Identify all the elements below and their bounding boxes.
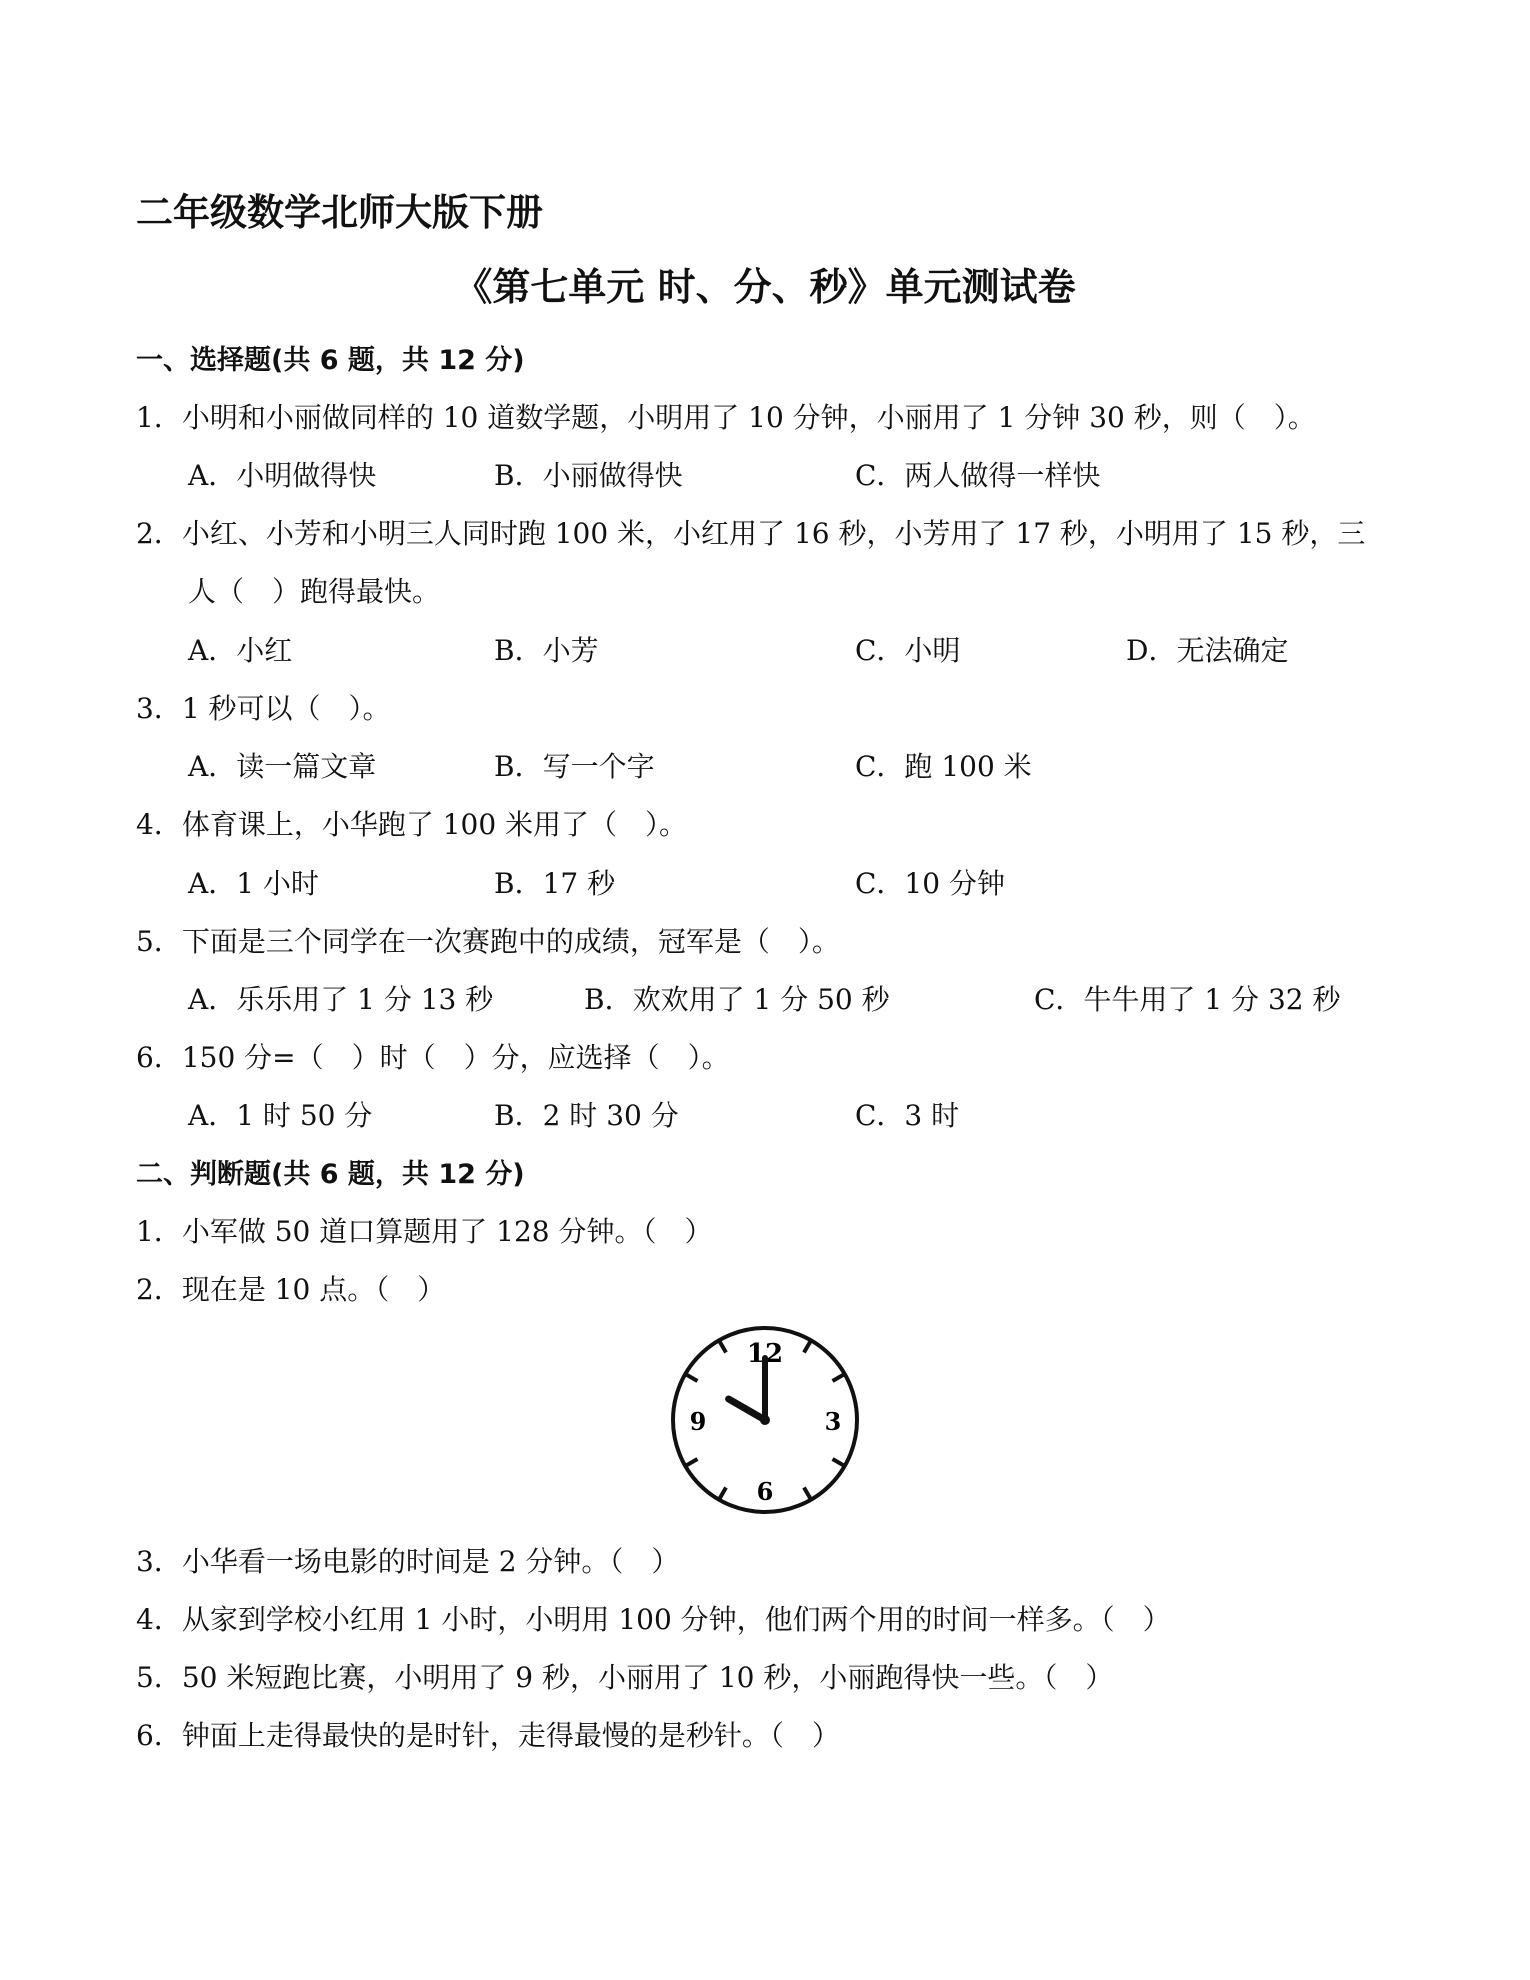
numeral-9: 9 <box>689 1407 707 1436</box>
question-1-2-cont: 人（ ）跑得最快。 <box>188 575 441 608</box>
judge-question-5: 5．50 米短跑比赛，小明用了 9 秒，小丽用了 10 秒，小丽跑得快一些。（ ） <box>136 1661 1114 1694</box>
judge-question-1: 1．小军做 50 道口算题用了 128 分钟。（ ） <box>136 1215 713 1248</box>
clock-tick <box>685 1459 697 1466</box>
numeral-6: 6 <box>756 1477 774 1506</box>
option-1-2-c: C．小明 <box>855 634 961 667</box>
option-1-6-b: B．2 时 30 分 <box>494 1099 679 1132</box>
option-1-5-b: B．欢欢用了 1 分 50 秒 <box>584 983 890 1016</box>
clock-center <box>760 1415 770 1425</box>
hour-hand <box>729 1399 765 1420</box>
judge-question-2: 2．现在是 10 点。（ ） <box>136 1273 446 1306</box>
judge-question-6: 6．钟面上走得最快的是时针，走得最慢的是秒针。（ ） <box>136 1719 840 1752</box>
question-1-2: 2．小红、小芳和小明三人同时跑 100 米，小红用了 16 秒，小芳用了 17 秒，小明用了 15 秒，三 <box>136 517 1366 550</box>
clock-figure <box>665 1320 865 1520</box>
option-1-2-b: B．小芳 <box>494 634 599 667</box>
option-1-1-c: C．两人做得一样快 <box>855 459 1101 492</box>
question-1-5: 5．下面是三个同学在一次赛跑中的成绩，冠军是（ ）。 <box>136 925 840 958</box>
numeral-12: 12 <box>746 1339 784 1369</box>
option-1-4-c: C．10 分钟 <box>855 867 1005 900</box>
option-1-1-a: A．小明做得快 <box>188 459 377 492</box>
option-1-2-a: A．小红 <box>188 634 293 667</box>
option-1-5-a: A．乐乐用了 1 分 13 秒 <box>188 983 494 1016</box>
question-1-4: 4．体育课上，小华跑了 100 米用了（ ）。 <box>136 808 688 841</box>
clock-tick <box>685 1374 697 1381</box>
option-1-4-b: B．17 秒 <box>494 867 616 900</box>
judge-question-3: 3．小华看一场电影的时间是 2 分钟。（ ） <box>136 1545 680 1578</box>
question-1-6: 6．150 分=（ ）时（ ）分，应选择（ ）。 <box>136 1041 730 1074</box>
question-1-3: 3．1 秒可以（ ）。 <box>136 692 391 725</box>
option-1-2-d: D．无法确定 <box>1126 634 1289 667</box>
numeral-3: 3 <box>824 1407 842 1436</box>
question-1-1: 1．小明和小丽做同样的 10 道数学题，小明用了 10 分钟，小丽用了 1 分钟 30 秒，则（ ）。 <box>136 401 1316 434</box>
option-1-4-a: A．1 小时 <box>188 867 319 900</box>
document-title: 《第七单元 时、分、秒》单元测试卷 <box>454 265 1076 309</box>
clock-tick <box>719 1340 726 1352</box>
clock-tick <box>833 1374 845 1381</box>
option-1-6-a: A．1 时 50 分 <box>188 1099 373 1132</box>
option-1-1-b: B．小丽做得快 <box>494 459 683 492</box>
option-1-5-c: C．牛牛用了 1 分 32 秒 <box>1034 983 1341 1016</box>
clock-tick <box>719 1488 726 1500</box>
option-1-3-a: A．读一篇文章 <box>188 750 377 783</box>
judge-question-4: 4．从家到学校小红用 1 小时，小明用 100 分钟，他们两个用的时间一样多。（ ） <box>136 1603 1171 1636</box>
section-heading-judgement: 二、判断题(共 6 题，共 12 分) <box>136 1159 525 1190</box>
option-1-3-b: B．写一个字 <box>494 750 655 783</box>
section-heading-choice: 一、选择题(共 6 题，共 12 分) <box>136 345 525 376</box>
option-1-3-c: C．跑 100 米 <box>855 750 1032 783</box>
document-subtitle: 二年级数学北师大版下册 <box>136 191 543 234</box>
clock-tick <box>804 1488 811 1500</box>
clock-tick <box>804 1340 811 1352</box>
clock-tick <box>833 1459 845 1466</box>
option-1-6-c: C．3 时 <box>855 1099 960 1132</box>
